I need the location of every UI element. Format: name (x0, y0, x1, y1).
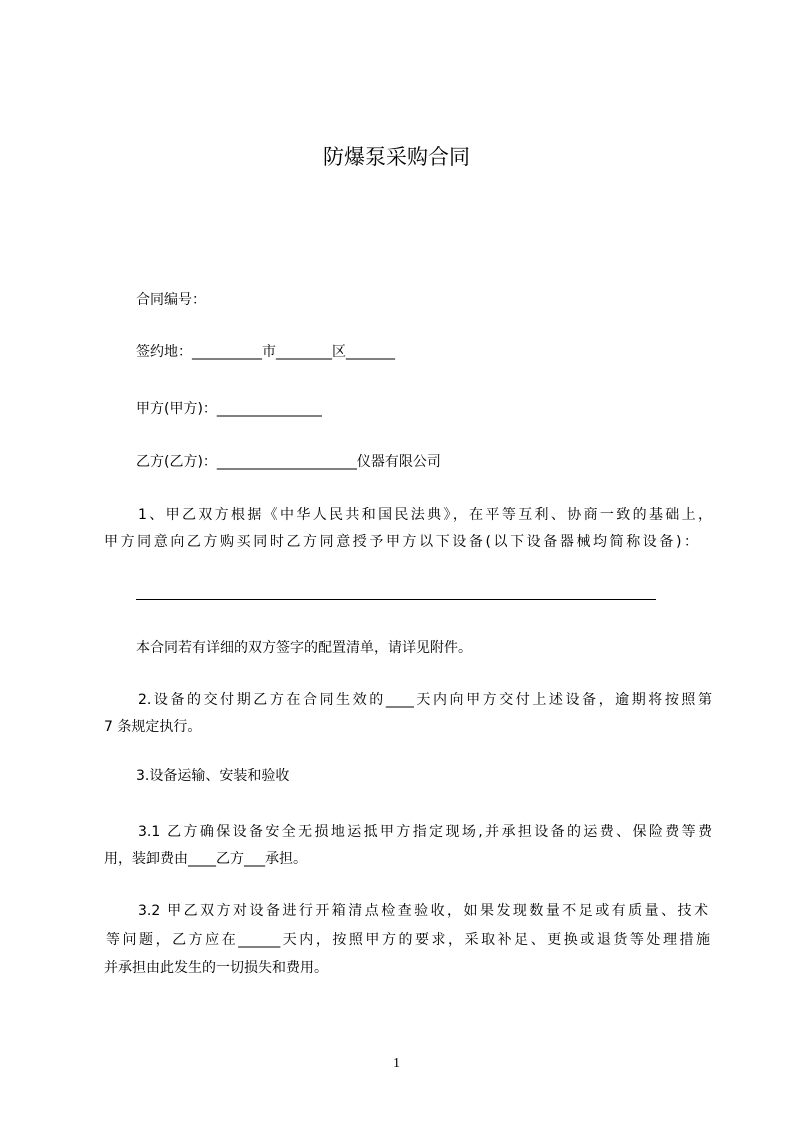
party-a-line: 甲方(甲方)：_______________ (136, 401, 322, 417)
clause-1-line-2: 甲方同意向乙方购买同时乙方同意授予甲方以下设备(以下设备器械均简称设备)： (104, 534, 698, 550)
clause-3-1-line-1: 3.1 乙方确保设备安全无损地运抵甲方指定现场,并承担设备的运费、保险费等费 (138, 824, 712, 840)
page-number: 1 (393, 1056, 400, 1071)
clause-2-line-2: 7 条规定执行。 (104, 719, 202, 735)
clause-3-1-line-2: 用，装卸费由____乙方___承担。 (104, 851, 307, 867)
clause-2-line-1: 2.设备的交付期乙方在合同生效的____天内向甲方交付上述设备，逾期将按照第 (138, 692, 712, 708)
document-title: 防爆泵采购合同 (323, 145, 470, 169)
equipment-blank-line (136, 599, 656, 600)
clause-3-2-line-3: 并承担由此发生的一切损失和费用。 (104, 960, 328, 976)
clause-3-heading: 3.设备运输、安装和验收 (136, 768, 290, 784)
attachment-note: 本合同若有详细的双方签字的配置清单，请详见附件。 (136, 640, 472, 656)
contract-number-label: 合同编号： (136, 292, 206, 308)
clause-3-2-line-1: 3.2 甲乙双方对设备进行开箱清点检查验收，如果发现数量不足或有质量、技术 (138, 903, 708, 919)
signing-place-line: 签约地：__________市________区_______ (136, 344, 395, 360)
party-b-line: 乙方(乙方)：____________________仪器有限公司 (136, 454, 441, 470)
clause-3-2-line-2: 等问题，乙方应在______天内，按照甲方的要求，采取补足、更换或退货等处理措施 (106, 932, 710, 948)
clause-1-line-1: 1、甲乙双方根据《中华人民共和国民法典》，在平等互利、协商一致的基础上， (138, 507, 712, 523)
